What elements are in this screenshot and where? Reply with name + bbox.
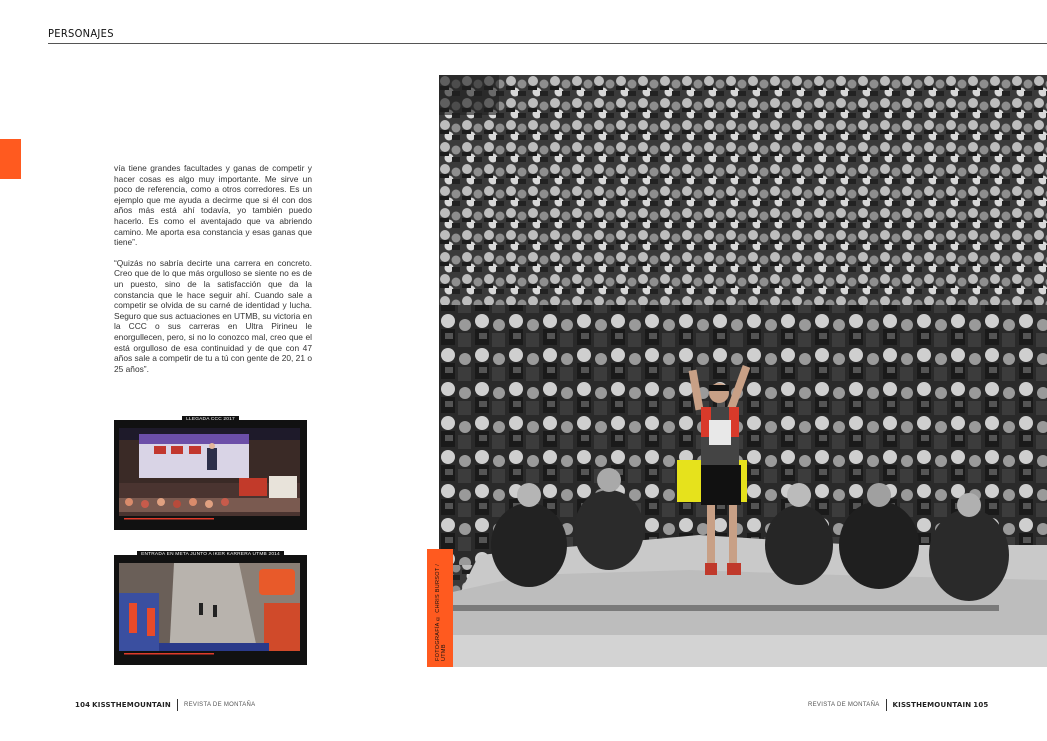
video-caption-2: ENTRADA EN META JUNTO A IKER KARRERA UTMB 2014 <box>137 551 284 558</box>
video-screen-1 <box>119 428 300 523</box>
orange-tab <box>0 139 21 179</box>
video-thumbnail-1[interactable] <box>114 417 307 530</box>
main-photo <box>439 75 1047 667</box>
video-screen-2 <box>119 563 300 658</box>
photo-credit: FOTOGRAFÍA © CHRIS BURSOT / UTMB <box>435 563 447 661</box>
page-number-left: 104 <box>75 701 91 709</box>
magazine-name-left: REVISTA DE MONTAÑA <box>183 702 256 708</box>
footer-separator-right <box>886 699 887 711</box>
footer-separator-left <box>177 699 178 711</box>
street-race-scene <box>119 563 300 658</box>
top-rule <box>48 43 1047 44</box>
brand-left: KISSTHEMOUNTAIN <box>92 701 171 709</box>
photo-credit-strip <box>427 549 453 667</box>
video-caption-1: LLEGADA CCC 2017 <box>182 416 239 423</box>
crowd-finish-photo <box>439 75 1047 667</box>
brand-right: KISSTHEMOUNTAIN <box>892 701 972 709</box>
footer-right <box>808 699 989 711</box>
magazine-name-right: REVISTA DE MONTAÑA <box>808 702 880 708</box>
footer-left <box>75 699 256 711</box>
video-thumbnail-2[interactable] <box>114 552 307 665</box>
section-label: PERSONAJES <box>48 27 114 40</box>
paragraph-2: “Quizás no sabría decirte una carrera en concreto. Creo que de lo que más orgulloso se siente no es de un puesto, sino de la satisfacción que da la constancia que le hace seguir ahí. Cuando sale a competir se olvida de su carné de identidad y lucha. Seguro que sus actuaciones en UTMB, su victoria en la CCC o sus carreras en Ultra Pirineu le enorgullecen, pero, si no lo conozco mal, creo que el está orgulloso de esa continuidad y de que con 47 años sale a competir de tu a tú con gente de 20, 21 o 25 años”. <box>114 257 312 374</box>
paragraph-1: vía tiene grandes facultades y ganas de competir y hacer cosas es algo muy importante. Me sirve un poco de referencia, como a otros corredores. Es un ejemplo que me ayuda a decirme que si él con dos años más está ahí todavía, yo también puedo hacerlo. Es como el aventajado que va abriendo camino. Me aporta esa constancia y esas ganas que tiene”. <box>114 163 312 248</box>
page-number-right: 105 <box>973 701 989 709</box>
finish-line-scene <box>119 428 300 523</box>
article-text <box>114 163 312 384</box>
